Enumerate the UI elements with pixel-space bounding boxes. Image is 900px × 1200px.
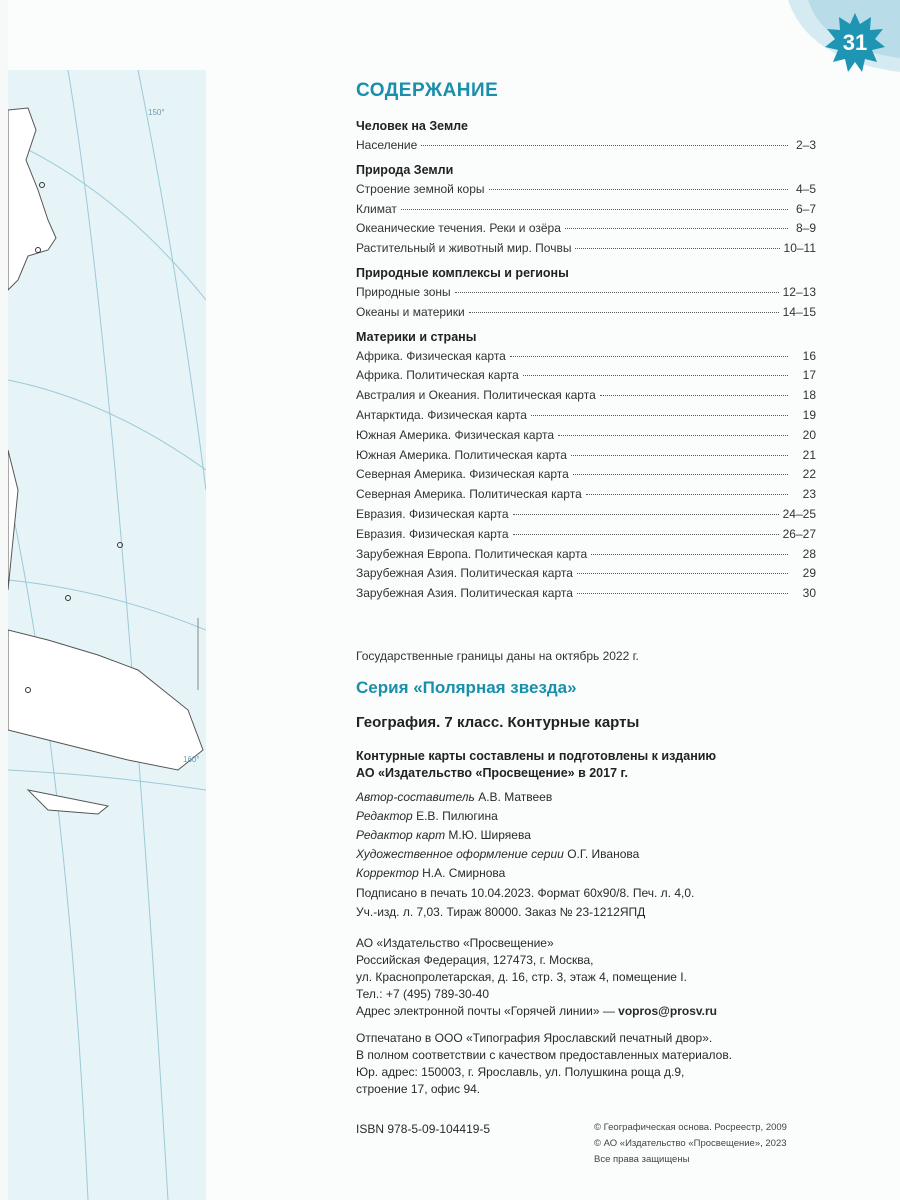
toc-body [356, 116, 816, 604]
toc-row [356, 564, 816, 584]
toc-leader-dots [469, 312, 779, 313]
print-info-line: Уч.-изд. л. 7,03. Тираж 80000. Заказ № 23-1212ЯПД [356, 905, 646, 919]
credit-name: А.В. Матвеев [478, 790, 553, 804]
printer-info [356, 1030, 732, 1098]
credit-name: Е.В. Пилюгина [416, 809, 498, 823]
toc-item-page: 6–7 [795, 201, 816, 216]
series-title: Серия «Полярная звезда» [356, 678, 577, 697]
copyright-line: © Географическая основа. Росреестр, 2009 [594, 1122, 787, 1133]
toc-row [356, 219, 816, 239]
toc-row [356, 136, 816, 156]
toc-item-page: 18 [802, 388, 816, 403]
contour-map-fragment [8, 70, 206, 1200]
toc-item-page: 8–9 [795, 221, 816, 236]
toc-item-label: Северная Америка. Политическая карта [356, 487, 582, 502]
toc-section-title: Материки и страны [356, 329, 477, 344]
toc-item-page: 23 [802, 487, 816, 502]
toc-row [356, 584, 816, 604]
toc-row [356, 426, 816, 446]
toc-leader-dots [513, 514, 779, 515]
toc-item-page: 22 [802, 467, 816, 482]
credit-line [356, 807, 639, 826]
toc-leader-dots [573, 474, 788, 475]
toc-row [356, 545, 816, 565]
printer-line: Отпечатано в ООО «Типография Ярославский печатный двор». [356, 1031, 713, 1045]
toc-item-label: Евразия. Физическая карта [356, 506, 509, 521]
toc-leader-dots [575, 248, 779, 249]
toc-leader-dots [577, 573, 788, 574]
toc-row [356, 200, 816, 220]
toc-item-page: 4–5 [795, 181, 816, 196]
toc-leader-dots [586, 494, 788, 495]
toc-item-label: Зарубежная Европа. Политическая карта [356, 546, 588, 561]
toc-item-page: 20 [802, 427, 816, 442]
toc-item-label: Растительный и животный мир. Почвы [356, 241, 572, 256]
toc-item-label: Евразия. Физическая карта [356, 526, 509, 541]
publisher-line: Российская Федерация, 127473, г. Москва, [356, 953, 594, 967]
toc-item-page: 12–13 [782, 284, 816, 299]
boundaries-note: Государственные границы даны на октябрь 2022 г. [356, 649, 639, 663]
map-lon-label-bottom: 160° [183, 755, 200, 764]
printer-line: строение 17, офис 94. [356, 1082, 481, 1096]
credits [356, 788, 639, 883]
toc-leader-dots [571, 455, 788, 456]
toc-row [356, 446, 816, 466]
toc-item-page: 16 [802, 348, 816, 363]
toc-item-page: 10–11 [783, 241, 816, 256]
toc-row [356, 525, 816, 545]
toc-item-label: Южная Америка. Политическая карта [356, 447, 567, 462]
copyright-line: Все права защищены [594, 1154, 690, 1165]
printer-line: В полном соответствии с качеством предоставленных материалов. [356, 1048, 733, 1062]
toc-row [356, 406, 816, 426]
publisher-lines [356, 935, 717, 1003]
toc-item-page: 17 [802, 368, 816, 383]
credit-role: Художественное оформление серии [356, 847, 564, 861]
publisher-line: АО «Издательство «Просвещение» [356, 936, 554, 950]
toc-leader-dots [489, 189, 788, 190]
publisher-info [356, 935, 717, 1020]
toc-item-label: Северная Америка. Физическая карта [356, 467, 569, 482]
toc-item-page: 29 [802, 566, 816, 581]
toc-row [356, 283, 816, 303]
toc-item-label: Зарубежная Азия. Политическая карта [356, 566, 573, 581]
credit-name: М.Ю. Ширяева [448, 828, 531, 842]
toc-row [356, 465, 816, 485]
compiled-note [356, 748, 716, 782]
printer-line: Юр. адрес: 150003, г. Ярославль, ул. Полушкина роща д.9, [356, 1065, 685, 1079]
publisher-email-line [356, 1003, 717, 1020]
toc-item-label: Население [356, 138, 418, 152]
toc-item-page: 21 [802, 447, 816, 462]
compiled-line-2: АО «Издательство «Просвещение» в 2017 г. [356, 766, 628, 780]
print-info-line: Подписано в печать 10.04.2023. Формат 60x90/8. Печ. л. 4,0. [356, 886, 695, 900]
toc-row [356, 485, 816, 505]
toc-item-label: Африка. Физическая карта [356, 348, 506, 363]
toc-row [356, 180, 816, 200]
print-info [356, 884, 694, 922]
toc-item-label: Природные зоны [356, 284, 451, 299]
credit-role: Автор-составитель [356, 790, 475, 804]
credit-name: Н.А. Смирнова [422, 866, 506, 880]
toc-item-label: Африка. Политическая карта [356, 368, 519, 383]
toc-leader-dots [565, 228, 788, 229]
copyright [594, 1120, 787, 1168]
toc-leader-dots [455, 292, 779, 293]
toc-item-label: Строение земной коры [356, 181, 485, 196]
credit-line [356, 788, 639, 807]
email-address: vopros@prosv.ru [618, 1004, 717, 1018]
map-lon-label-top: 150° [148, 108, 165, 117]
toc-leader-dots [510, 356, 788, 357]
credit-line [356, 845, 639, 864]
toc-leader-dots [600, 395, 788, 396]
email-prefix: Адрес электронной почты «Горячей линии» — [356, 1004, 619, 1018]
credit-line [356, 864, 639, 883]
toc-item-page: 19 [802, 407, 816, 422]
publisher-line: Тел.: +7 (495) 789-30-40 [356, 987, 490, 1001]
toc-row [356, 505, 816, 525]
toc-item-label: Климат [356, 201, 397, 216]
toc-title: СОДЕРЖАНИЕ [356, 80, 499, 101]
toc-section-title: Природные комплексы и регионы [356, 265, 569, 280]
toc-section-title: Человек на Земле [356, 119, 468, 133]
toc-item-page: 14–15 [782, 304, 816, 319]
credit-role: Редактор карт [356, 828, 446, 842]
toc-leader-dots [513, 534, 779, 535]
toc-item-label: Южная Америка. Физическая карта [356, 427, 555, 442]
credit-role: Корректор [356, 866, 419, 880]
toc-leader-dots [531, 415, 788, 416]
toc-leader-dots [401, 209, 788, 210]
toc-row [356, 366, 816, 386]
credit-role: Редактор [356, 809, 413, 823]
toc-leader-dots [421, 145, 788, 146]
isbn: ISBN 978-5-09-104419-5 [356, 1122, 491, 1136]
toc-section-title: Природа Земли [356, 162, 454, 177]
toc-item-page: 30 [802, 586, 816, 601]
toc-row [356, 347, 816, 367]
map-drawing [8, 70, 206, 1200]
toc-item-page: 28 [802, 546, 816, 561]
toc-item-label: Океаны и материки [356, 304, 465, 319]
toc-row [356, 239, 816, 259]
publisher-line: ул. Краснопролетарская, д. 16, стр. 3, этаж 4, помещение I. [356, 970, 687, 984]
toc-leader-dots [558, 435, 788, 436]
toc-item-label: Океанические течения. Реки и озёра [356, 221, 561, 236]
toc-leader-dots [577, 593, 788, 594]
toc-item-label: Антарктида. Физическая карта [356, 407, 527, 422]
toc-leader-dots [523, 375, 788, 376]
copyright-line: © АО «Издательство «Просвещение», 2023 [594, 1138, 787, 1149]
table-of-contents [356, 80, 816, 604]
toc-leader-dots [591, 554, 788, 555]
credit-name: О.Г. Иванова [567, 847, 640, 861]
book-title: География. 7 класс. Контурные карты [356, 714, 640, 731]
toc-item-page: 26–27 [782, 526, 816, 541]
toc-item-label: Зарубежная Азия. Политическая карта [356, 586, 573, 601]
toc-item-page: 24–25 [782, 506, 816, 521]
toc-row [356, 303, 816, 323]
page-number: 31 [842, 30, 868, 55]
toc-item-label: Австралия и Океания. Политическая карта [356, 388, 596, 403]
compiled-line-1: Контурные карты составлены и подготовлены к изданию [356, 749, 717, 763]
credit-line [356, 826, 639, 845]
toc-row [356, 386, 816, 406]
toc-item-page: 2–3 [795, 138, 816, 152]
